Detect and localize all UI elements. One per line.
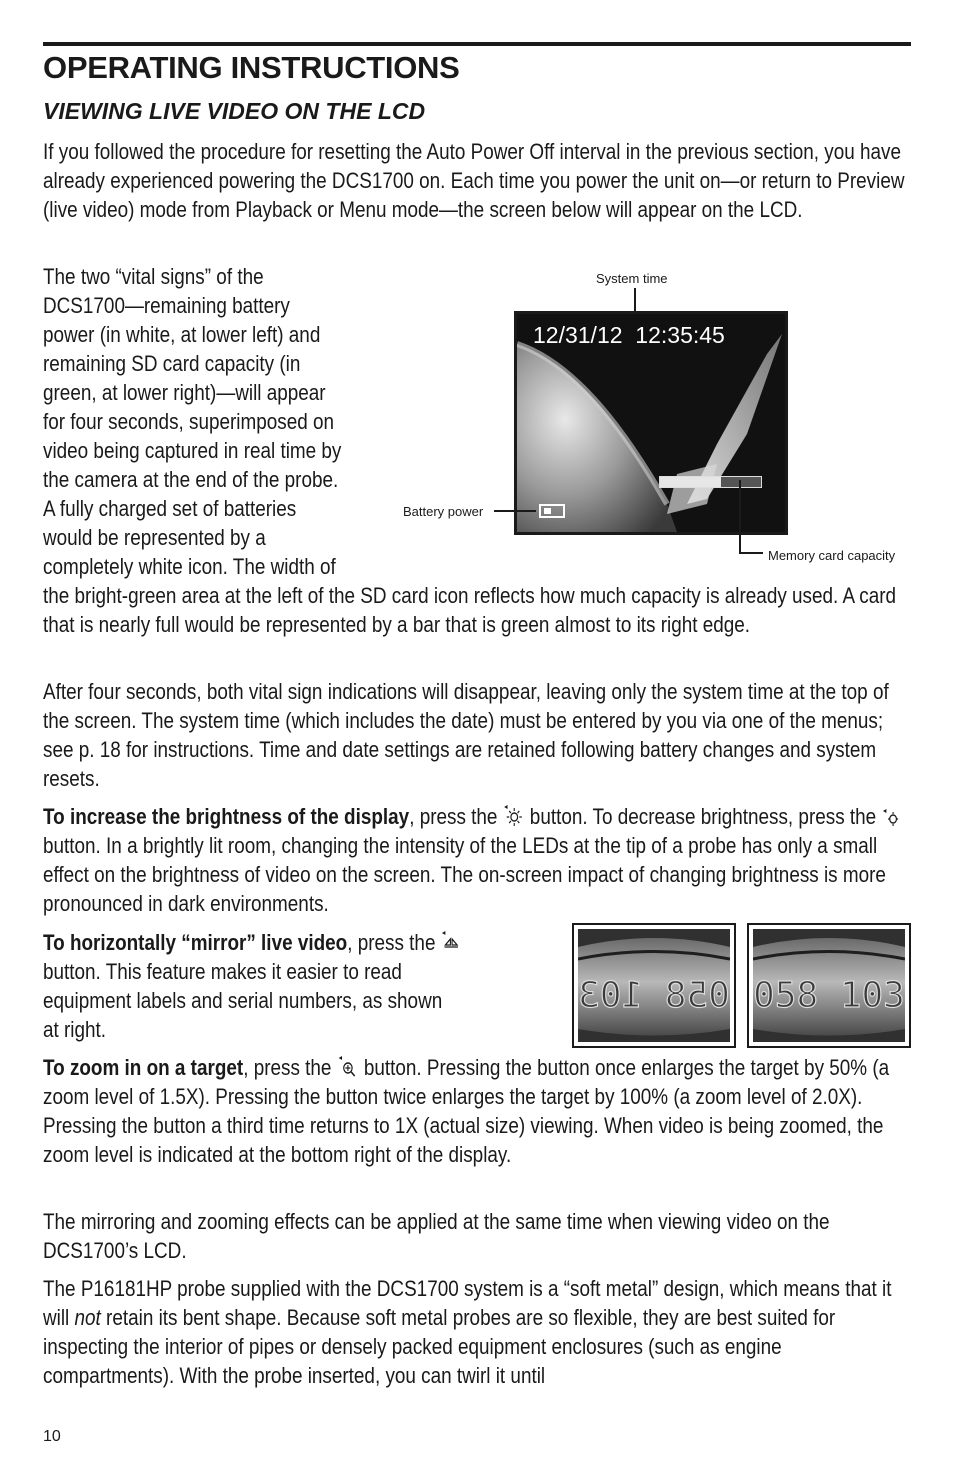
text-line: at right. (43, 1017, 107, 1042)
brightness-down-icon (881, 805, 903, 827)
text-line: remaining SD card capacity (in (43, 351, 301, 376)
text-span: button. In a brightly lit room, changing the intensity of the LEDs at the tip of a probe has only a small effect on the brightness of video on the screen. The on-screen impact of changing brightness is more pronounced in dark environments. (43, 833, 886, 916)
text-span: button. Pressing the button once enlarges the target by 50% (a zoom level of 1.5X). Pressing the button twice enlarges the target by 100% (a zoom level of 2.0X). Pressing the button a third time returns to 1X (actual size) viewing. When video is being zoomed, the zoom level is indicated at the bottom right of the display. (43, 1055, 890, 1167)
brightness-up-icon (503, 805, 525, 827)
battery-power-label: Battery power (403, 504, 484, 519)
page-heading: OPERATING INSTRUCTIONS (43, 50, 460, 85)
lcd-system-time: 12/31/12 12:35:45 (533, 322, 725, 348)
memory-card-capacity-label: Memory card capacity (768, 548, 896, 563)
battery-leader (494, 510, 536, 512)
battery-icon (539, 504, 565, 518)
normal-label-photo (747, 923, 911, 1048)
text-span: button. To decrease brightness, press the (529, 804, 877, 829)
mirror-paragraph (43, 928, 564, 1044)
text-line: for four seconds, superimposed on (43, 409, 335, 434)
mirrored-serial-text: 058 103 (578, 975, 730, 1016)
text-line: video being captured in real time by (43, 438, 342, 463)
mirror-icon (441, 931, 463, 953)
text-line: the camera at the end of the probe. (43, 467, 339, 492)
text-line: power (in white, at lower left) and (43, 322, 321, 347)
section-subheading: VIEWING LIVE VIDEO ON THE LCD (43, 98, 426, 124)
zoom-heading: To zoom in on a target (43, 1055, 244, 1080)
emphasis-not: not (74, 1305, 101, 1330)
text-line: The two “vital signs” of the (43, 264, 264, 289)
text-line: completely white icon. The width of (43, 554, 336, 579)
memory-leader-vertical (739, 480, 741, 553)
top-rule (43, 42, 911, 46)
text-line: A fully charged set of batteries (43, 496, 297, 521)
vital-signs-continued: the bright-green area at the left of the SD card icon reflects how much capacity is already used. A card that is nearly full would be represented by a bar that is green almost to its right edge. (43, 583, 897, 637)
text-line: would be represented by a (43, 525, 266, 550)
text-line: button. This feature makes it easier to read (43, 959, 402, 984)
mirror-heading: To horizontally “mirror” live video (43, 930, 348, 955)
text-span: , press the (409, 804, 498, 829)
memory-card-icon (659, 476, 762, 488)
vital-signs-paragraph (43, 262, 413, 581)
system-time-label: System time (596, 271, 668, 286)
text-line: green, at lower right)—will appear (43, 380, 326, 405)
brightness-heading: To increase the brightness of the display (43, 804, 410, 829)
battery-level-fill (544, 508, 551, 514)
mirrored-label-photo (572, 923, 736, 1048)
memory-used-fill (660, 477, 721, 487)
text-span: , press the (347, 930, 436, 955)
text-line: equipment labels and serial numbers, as shown (43, 988, 443, 1013)
lcd-screen-figure (514, 311, 788, 535)
normal-serial-text: 058 103 (753, 975, 905, 1016)
memory-leader-horizontal (739, 552, 763, 554)
mirror-zoom-paragraph: The mirroring and zooming effects can be applied at the same time when viewing video on the DCS1700’s LCD. (43, 1209, 830, 1263)
text-span: The P16181HP probe supplied with the DCS1700 system is a “soft metal” design, which means that it will (43, 1276, 892, 1330)
zoom-icon (337, 1056, 359, 1078)
text-span: , press the (243, 1055, 332, 1080)
intro-paragraph: If you followed the procedure for resetting the Auto Power Off interval in the previous section, you have already experienced powering the DCS1700 on. Each time you power the unit on—or return to Preview (live video) mode from Playback or Menu mode—the screen below will appear on the LCD. (43, 139, 905, 222)
system-time-paragraph: After four seconds, both vital sign indications will disappear, leaving only the system time at the top of the screen. The system time (which includes the date) must be entered by you via one of the menus; see p. 18 for instructions. Time and date settings are retained following battery changes and system resets. (43, 679, 889, 791)
page-number: 10 (43, 1428, 61, 1445)
brightness-paragraph (43, 802, 911, 918)
text-span: retain its bent shape. Because soft metal probes are so flexible, they are best suited for inspecting the interior of pipes or densely packed equipment enclosures (such as engine compartments). With the probe inserted, you can twirl it until (43, 1305, 836, 1388)
probe-paragraph (43, 1274, 911, 1390)
text-line: DCS1700—remaining battery (43, 293, 290, 318)
zoom-paragraph (43, 1053, 911, 1169)
